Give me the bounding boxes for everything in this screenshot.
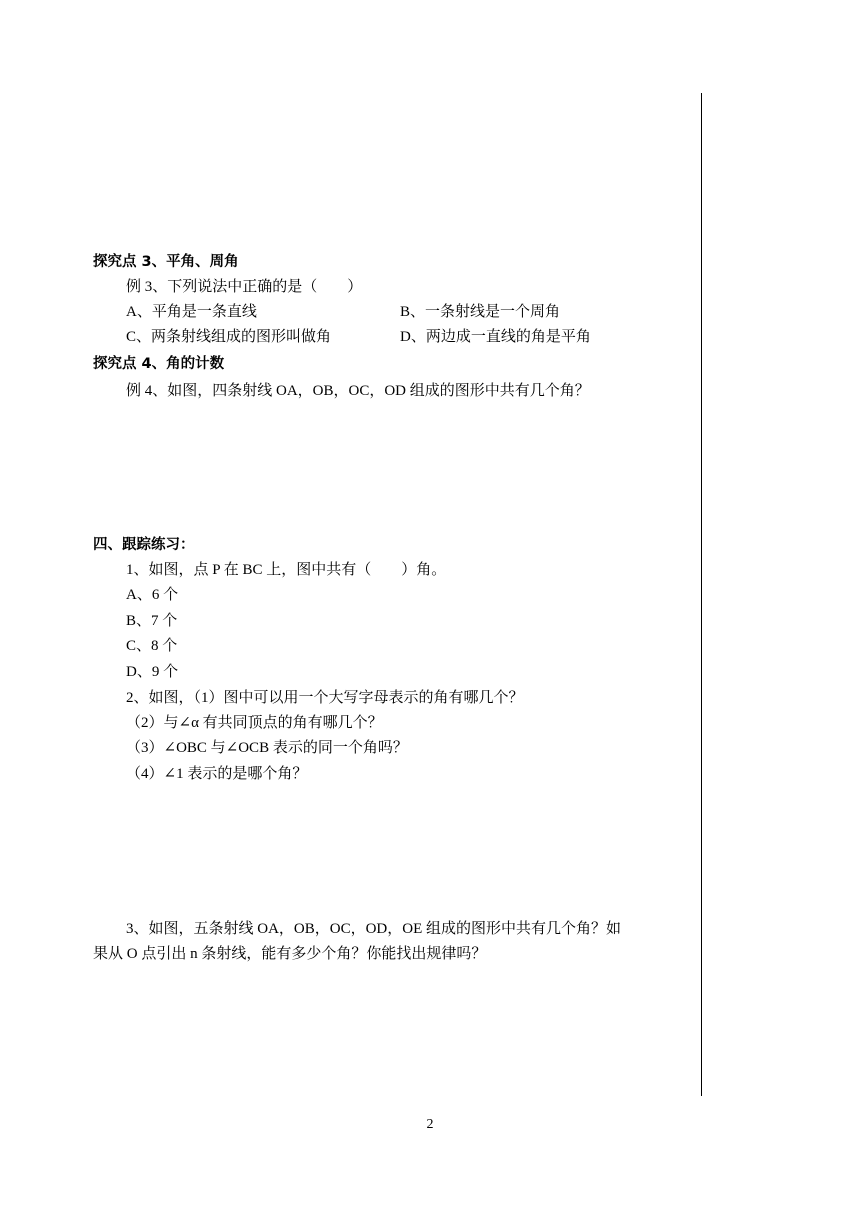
practice-heading: 四、跟踪练习： <box>93 537 195 553</box>
practice-q3-line2: 果从 O 点引出 n 条射线，能有多少个角？你能找出规律吗？ <box>93 946 487 962</box>
practice-q3-line1: 3、如图，五条射线 OA，OB，OC，OD，OE 组成的图形中共有几个角？如 <box>126 921 622 937</box>
practice-q1-option-b: B、7 个 <box>126 613 178 629</box>
example3-question: 例 3、下列说法中正确的是（ ） <box>126 279 363 295</box>
practice-q1: 1、如图，点 P 在 BC 上，图中共有（ ）角。 <box>126 562 447 578</box>
practice-q1-option-a: A、6 个 <box>126 587 179 603</box>
right-margin-rule <box>701 93 702 1096</box>
page-number: 2 <box>426 1117 434 1132</box>
practice-q1-option-c: C、8 个 <box>126 638 178 654</box>
section4-heading: 探究点 4、角的计数 <box>93 356 225 372</box>
example3-option-c: C、两条射线组成的图形叫做角 <box>126 329 332 345</box>
practice-q2-part3: （3）∠OBC 与∠OCB 表示的同一个角吗？ <box>126 740 408 756</box>
practice-q1-option-d: D、9 个 <box>126 664 179 680</box>
example4-question: 例 4、如图，四条射线 OA，OB，OC，OD 组成的图形中共有几个角？ <box>126 383 590 399</box>
practice-q2-part2: （2）与∠α 有共同顶点的角有哪几个？ <box>126 715 383 731</box>
example3-option-a: A、平角是一条直线 <box>126 304 257 320</box>
example3-option-b: B、一条射线是一个周角 <box>400 304 561 320</box>
practice-q2-part4: （4）∠1 表示的是哪个角？ <box>126 766 308 782</box>
practice-q2: 2、如图，（1）图中可以用一个大写字母表示的角有哪几个？ <box>126 690 524 706</box>
example3-option-d: D、两边成一直线的角是平角 <box>400 329 591 345</box>
section3-heading: 探究点 3、平角、周角 <box>93 254 239 270</box>
